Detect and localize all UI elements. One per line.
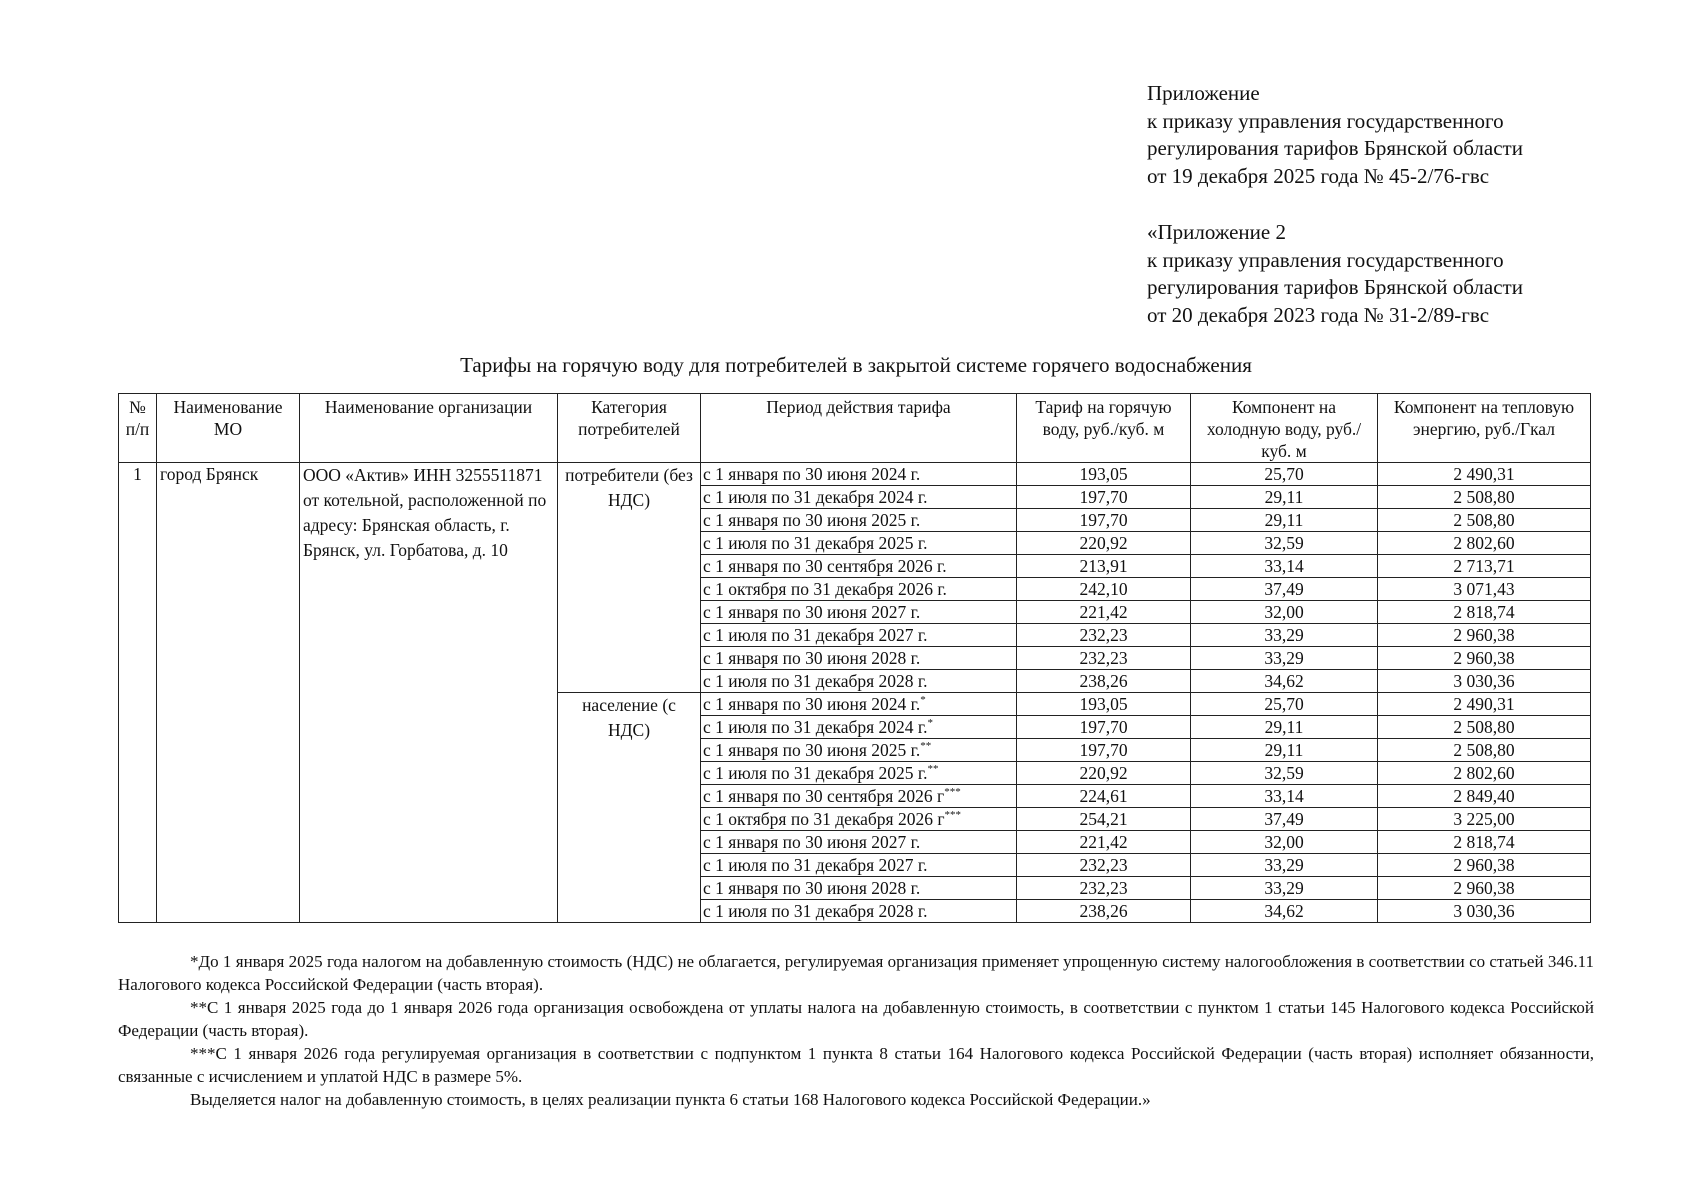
hot-water-tariff: 232,23 <box>1017 624 1191 647</box>
tariff-period-text: с 1 января по 30 сентября 2026 г <box>703 786 945 806</box>
col-header-tariff: Тариф на горячую воду, руб./куб. м <box>1017 394 1191 463</box>
table-header-row <box>119 394 1591 463</box>
cold-water-component: 32,59 <box>1191 532 1378 555</box>
footnote-mark: * <box>927 717 934 730</box>
hot-water-tariff: 242,10 <box>1017 578 1191 601</box>
tariff-period-text: с 1 января по 30 июня 2027 г. <box>703 602 921 622</box>
tariff-period <box>701 762 1017 785</box>
hot-water-tariff: 197,70 <box>1017 716 1191 739</box>
heat-energy-component: 2 802,60 <box>1378 762 1591 785</box>
appendix-header-line: регулирования тарифов Брянской области <box>1147 136 1523 160</box>
heat-energy-component: 2 490,31 <box>1378 463 1591 486</box>
appendix-2-header-line: регулирования тарифов Брянской области <box>1147 275 1523 299</box>
appendix-header-line: Приложение <box>1147 81 1260 105</box>
tariff-period <box>701 831 1017 854</box>
hot-water-tariff: 221,42 <box>1017 601 1191 624</box>
tariff-period-text: с 1 июля по 31 декабря 2024 г. <box>703 717 928 737</box>
tariff-period-text: с 1 июля по 31 декабря 2025 г. <box>703 763 928 783</box>
heat-energy-component: 3 225,00 <box>1378 808 1591 831</box>
cold-water-component: 33,14 <box>1191 555 1378 578</box>
organization-name: ООО «Актив» ИНН 3255511871 от котельной, расположенной по адресу: Брянская область, г. Брянск, ул. Горбатова, д. 10 <box>300 463 558 923</box>
hot-water-tariff: 193,05 <box>1017 463 1191 486</box>
heat-energy-component: 3 030,36 <box>1378 900 1591 923</box>
municipality-name: город Брянск <box>157 463 300 923</box>
footnote-mark: * <box>920 694 926 707</box>
heat-energy-component: 2 713,71 <box>1378 555 1591 578</box>
heat-energy-component: 2 960,38 <box>1378 877 1591 900</box>
cold-water-component: 33,29 <box>1191 624 1378 647</box>
tariff-period <box>701 693 1017 716</box>
tariff-period <box>701 624 1017 647</box>
heat-energy-component: 2 818,74 <box>1378 601 1591 624</box>
tariff-period-text: с 1 июля по 31 декабря 2028 г. <box>703 671 928 691</box>
hot-water-tariff: 232,23 <box>1017 647 1191 670</box>
heat-energy-component: 2 802,60 <box>1378 532 1591 555</box>
tariff-period-text: с 1 октября по 31 декабря 2026 г <box>703 809 945 829</box>
heat-energy-component: 2 508,80 <box>1378 509 1591 532</box>
tariff-period <box>701 854 1017 877</box>
hot-water-tariff: 197,70 <box>1017 739 1191 762</box>
hot-water-tariff: 221,42 <box>1017 831 1191 854</box>
tariff-period <box>701 900 1017 923</box>
tariff-period <box>701 739 1017 762</box>
heat-energy-component: 2 849,40 <box>1378 785 1591 808</box>
heat-energy-component: 2 818,74 <box>1378 831 1591 854</box>
row-number: 1 <box>119 463 157 923</box>
cold-water-component: 25,70 <box>1191 463 1378 486</box>
col-header-period: Период действия тарифа <box>701 394 1017 463</box>
heat-energy-component: 3 071,43 <box>1378 578 1591 601</box>
footnote-2: **С 1 января 2025 года до 1 января 2026 года организация освобождена от уплаты налога на добавленную стоимость, в соответствии с пунктом 1 статьи 145 Налогового кодекса Российской Федерации (часть вторая). <box>118 998 1594 1040</box>
hot-water-tariff: 254,21 <box>1017 808 1191 831</box>
tariff-period-text: с 1 июля по 31 декабря 2027 г. <box>703 625 928 645</box>
cold-water-component: 25,70 <box>1191 693 1378 716</box>
tariff-period-text: с 1 января по 30 июня 2024 г. <box>703 464 921 484</box>
footnote-mark: ** <box>927 763 939 776</box>
tariff-period-text: с 1 июля по 31 декабря 2024 г. <box>703 487 928 507</box>
footnotes <box>118 950 1594 1111</box>
hot-water-tariff: 197,70 <box>1017 509 1191 532</box>
tariff-period-text: с 1 января по 30 июня 2025 г. <box>703 740 921 760</box>
tariffs-table <box>118 393 1591 923</box>
footnote-mark: ** <box>920 740 932 753</box>
table-row <box>119 463 1591 486</box>
cold-water-component: 37,49 <box>1191 808 1378 831</box>
tariff-period <box>701 578 1017 601</box>
hot-water-tariff: 232,23 <box>1017 854 1191 877</box>
heat-energy-component: 2 508,80 <box>1378 739 1591 762</box>
tariff-period <box>701 486 1017 509</box>
col-header-mo: Наименование МО <box>157 394 300 463</box>
tariff-period <box>701 808 1017 831</box>
tariff-period-text: с 1 октября по 31 декабря 2026 г. <box>703 579 947 599</box>
consumer-category: потребители (без НДС) <box>558 463 701 693</box>
col-header-category: Категория потребителей <box>558 394 701 463</box>
cold-water-component: 33,14 <box>1191 785 1378 808</box>
tariff-period <box>701 463 1017 486</box>
appendix-2-header-line: от 20 декабря 2023 года № 31-2/89-гвс <box>1147 302 1490 327</box>
footnote-3: ***С 1 января 2026 года регулируемая организация в соответствии с подпунктом 1 пункта 8 статьи 164 Налогового кодекса Российской Федерации (часть вторая) исполняет обязанности, связанные с исчислением и уплатой НДС в размере 5%. <box>118 1044 1594 1086</box>
appendix-2-header-line: «Приложение 2 <box>1147 220 1286 244</box>
tariff-period-text: с 1 января по 30 июня 2024 г. <box>703 694 921 714</box>
appendix-2-header <box>1147 219 1647 329</box>
appendix-2-header-line: к приказу управления государственного <box>1147 247 1504 272</box>
tariff-period <box>701 877 1017 900</box>
cold-water-component: 29,11 <box>1191 739 1378 762</box>
heat-energy-component: 2 960,38 <box>1378 624 1591 647</box>
col-header-num: № п/п <box>119 394 157 463</box>
tariff-period <box>701 785 1017 808</box>
cold-water-component: 32,00 <box>1191 831 1378 854</box>
hot-water-tariff: 224,61 <box>1017 785 1191 808</box>
tariff-period-text: с 1 июля по 31 декабря 2025 г. <box>703 533 928 553</box>
footnote-1: *До 1 января 2025 года налогом на добавленную стоимость (НДС) не облагается, регулируемая организация применяет упрощенную систему налогообложения в соответствии со статьей 346.11 Налогового кодекса Российской Федерации (часть вторая). <box>118 952 1594 994</box>
tariff-period-text: с 1 января по 30 июня 2027 г. <box>703 832 921 852</box>
footnote-mark: *** <box>944 809 962 822</box>
footnote-mark: *** <box>944 786 961 799</box>
cold-water-component: 37,49 <box>1191 578 1378 601</box>
tariff-period <box>701 670 1017 693</box>
hot-water-tariff: 220,92 <box>1017 532 1191 555</box>
tariff-period-text: с 1 июля по 31 декабря 2027 г. <box>703 855 928 875</box>
document-title: Тарифы на горячую воду для потребителей в закрытой системе горячего водоснабжения <box>460 353 1252 377</box>
hot-water-tariff: 220,92 <box>1017 762 1191 785</box>
cold-water-component: 33,29 <box>1191 647 1378 670</box>
cold-water-component: 33,29 <box>1191 877 1378 900</box>
footnote-4: Выделяется налог на добавленную стоимость, в целях реализации пункта 6 статьи 168 Налогового кодекса Российской Федерации.» <box>190 1090 1151 1109</box>
cold-water-component: 34,62 <box>1191 670 1378 693</box>
hot-water-tariff: 238,26 <box>1017 900 1191 923</box>
hot-water-tariff: 232,23 <box>1017 877 1191 900</box>
tariff-period-text: с 1 января по 30 июня 2028 г. <box>703 878 921 898</box>
cold-water-component: 29,11 <box>1191 509 1378 532</box>
tariff-period <box>701 509 1017 532</box>
tariff-period <box>701 555 1017 578</box>
heat-energy-component: 2 490,31 <box>1378 693 1591 716</box>
tariff-period <box>701 647 1017 670</box>
tariff-period-text: с 1 января по 30 сентября 2026 г. <box>703 556 947 576</box>
tariff-period-text: с 1 января по 30 июня 2025 г. <box>703 510 921 530</box>
appendix-header-line: к приказу управления государственного <box>1147 108 1504 133</box>
cold-water-component: 29,11 <box>1191 716 1378 739</box>
hot-water-tariff: 213,91 <box>1017 555 1191 578</box>
heat-energy-component: 3 030,36 <box>1378 670 1591 693</box>
cold-water-component: 33,29 <box>1191 854 1378 877</box>
cold-water-component: 32,00 <box>1191 601 1378 624</box>
col-header-heat: Компонент на тепловую энергию, руб./Гкал <box>1378 394 1591 463</box>
heat-energy-component: 2 508,80 <box>1378 716 1591 739</box>
heat-energy-component: 2 960,38 <box>1378 647 1591 670</box>
heat-energy-component: 2 960,38 <box>1378 854 1591 877</box>
tariff-period <box>701 532 1017 555</box>
consumer-category: население (с НДС) <box>558 693 701 923</box>
cold-water-component: 34,62 <box>1191 900 1378 923</box>
col-header-cold: Компонент на холодную воду, руб./куб. м <box>1191 394 1378 463</box>
tariff-period <box>701 601 1017 624</box>
hot-water-tariff: 238,26 <box>1017 670 1191 693</box>
appendix-header-line: от 19 декабря 2025 года № 45-2/76-гвс <box>1147 163 1490 188</box>
hot-water-tariff: 193,05 <box>1017 693 1191 716</box>
tariff-period-text: с 1 июля по 31 декабря 2028 г. <box>703 901 928 921</box>
tariff-period-text: с 1 января по 30 июня 2028 г. <box>703 648 921 668</box>
hot-water-tariff: 197,70 <box>1017 486 1191 509</box>
appendix-header <box>1147 80 1647 190</box>
col-header-org: Наименование организации <box>300 394 558 463</box>
tariff-period <box>701 716 1017 739</box>
heat-energy-component: 2 508,80 <box>1378 486 1591 509</box>
cold-water-component: 32,59 <box>1191 762 1378 785</box>
cold-water-component: 29,11 <box>1191 486 1378 509</box>
